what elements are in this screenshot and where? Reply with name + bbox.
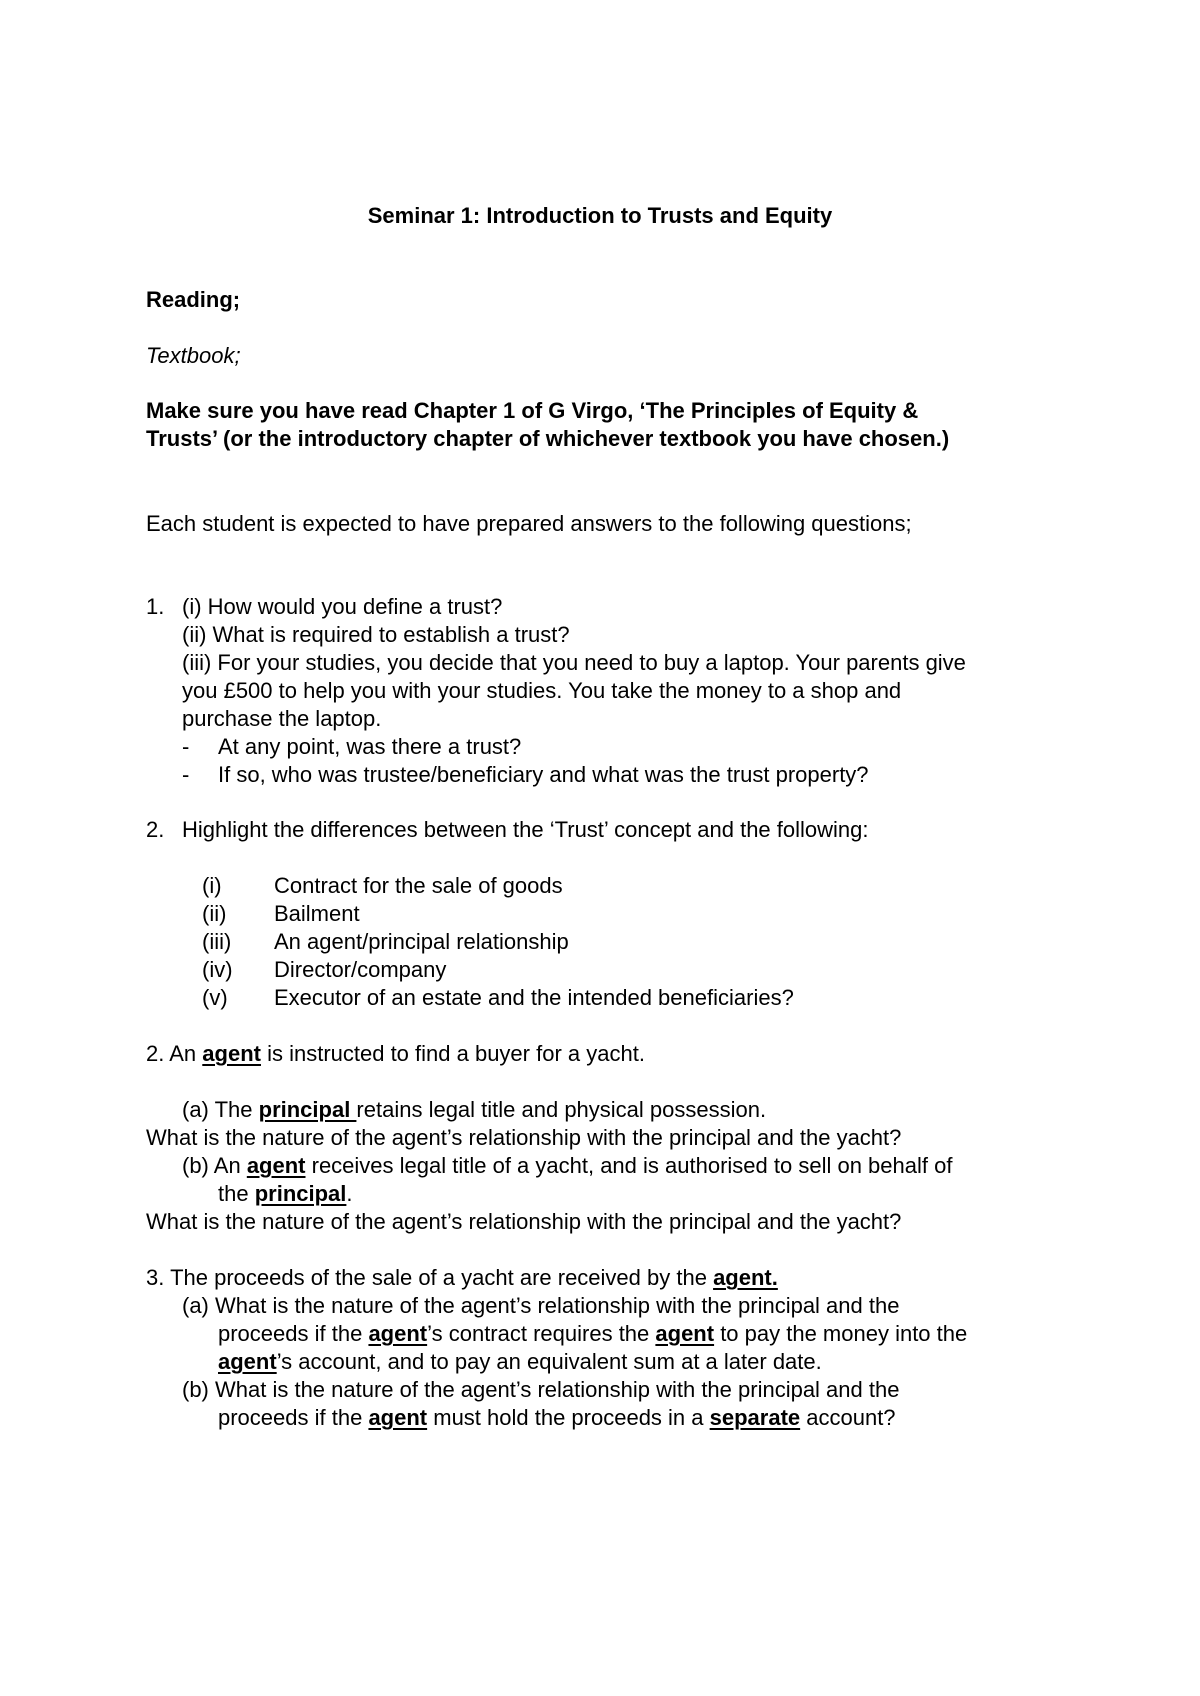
q3-part-a-line-2: proceeds if the agent’s contract requires the agent to pay the money into the bbox=[218, 1321, 968, 1346]
q2b-intro: 2. An agent is instructed to find a buyer for a yacht. bbox=[146, 1041, 645, 1066]
q1-bullet-2: If so, who was trustee/beneficiary and what was the trust property? bbox=[218, 762, 869, 787]
q1-bullet-2-dash: - bbox=[182, 762, 190, 787]
q1-part-ii: (ii) What is required to establish a trust? bbox=[182, 622, 570, 647]
q2-text: Highlight the differences between the ‘Trust’ concept and the following: bbox=[182, 817, 869, 842]
q2-item-4-num: (iv) bbox=[202, 957, 233, 982]
q1-number: 1. bbox=[146, 594, 165, 619]
q2b-part-b-line-1: (b) An agent receives legal title of a yacht, and is authorised to sell on behalf of bbox=[182, 1153, 953, 1178]
agent-term: agent bbox=[368, 1405, 428, 1430]
textbook-label: Textbook; bbox=[146, 343, 241, 368]
q2-item-5-num: (v) bbox=[202, 985, 228, 1010]
page-title: Seminar 1: Introduction to Trusts and Equity bbox=[367, 203, 833, 228]
q2-item-4-text: Director/company bbox=[274, 957, 447, 982]
q2b-question-2: What is the nature of the agent’s relationship with the principal and the yacht? bbox=[146, 1209, 902, 1234]
agent-term: agent bbox=[368, 1321, 428, 1346]
q2-item-5-text: Executor of an estate and the intended beneficiaries? bbox=[274, 985, 794, 1010]
agent-term: agent. bbox=[713, 1265, 778, 1290]
q2-item-1-num: (i) bbox=[202, 873, 222, 898]
make-sure-line-1: Make sure you have read Chapter 1 of G Virgo, ‘The Principles of Equity & bbox=[146, 398, 919, 423]
q1-bullet-1-dash: - bbox=[182, 734, 190, 759]
q1-part-i: (i) How would you define a trust? bbox=[182, 594, 503, 619]
q3-part-a-line-3: agent’s account, and to pay an equivalent sum at a later date. bbox=[218, 1349, 822, 1374]
q2b-question-1: What is the nature of the agent’s relationship with the principal and the yacht? bbox=[146, 1125, 902, 1150]
principal-term: principal bbox=[254, 1181, 347, 1206]
intro-text: Each student is expected to have prepared answers to the following questions; bbox=[146, 511, 912, 536]
q1-part-iii-line-1: (iii) For your studies, you decide that you need to buy a laptop. Your parents give bbox=[182, 650, 966, 675]
q2b-part-a: (a) The principal retains legal title and physical possession. bbox=[182, 1097, 767, 1122]
q1-part-iii-line-2: you £500 to help you with your studies. You take the money to a shop and bbox=[182, 678, 902, 703]
q3-part-b-line-2: proceeds if the agent must hold the proceeds in a separate account? bbox=[218, 1405, 896, 1430]
q3-part-a-line-1: (a) What is the nature of the agent’s relationship with the principal and the bbox=[182, 1293, 900, 1318]
q2b-part-b-line-2: the principal. bbox=[218, 1181, 353, 1206]
q2-item-3-num: (iii) bbox=[202, 929, 232, 954]
agent-term: agent bbox=[202, 1041, 261, 1066]
q2-item-3-text: An agent/principal relationship bbox=[274, 929, 569, 954]
q3-intro: 3. The proceeds of the sale of a yacht are received by the agent. bbox=[146, 1265, 778, 1290]
separate-term: separate bbox=[709, 1405, 801, 1430]
principal-term: principal bbox=[258, 1097, 357, 1122]
q2-item-1-text: Contract for the sale of goods bbox=[274, 873, 563, 898]
agent-term: agent bbox=[218, 1349, 277, 1374]
q2-item-2-text: Bailment bbox=[274, 901, 360, 926]
q1-bullet-1: At any point, was there a trust? bbox=[218, 734, 522, 759]
q1-part-iii-line-3: purchase the laptop. bbox=[182, 706, 382, 731]
q3-part-b-line-1: (b) What is the nature of the agent’s relationship with the principal and the bbox=[182, 1377, 900, 1402]
agent-term: agent bbox=[655, 1321, 715, 1346]
make-sure-line-2: Trusts’ (or the introductory chapter of whichever textbook you have chosen.) bbox=[146, 426, 950, 451]
agent-term: agent bbox=[246, 1153, 306, 1178]
q2-item-2-num: (ii) bbox=[202, 901, 227, 926]
q2-number: 2. bbox=[146, 817, 165, 842]
reading-heading: Reading; bbox=[146, 287, 241, 312]
